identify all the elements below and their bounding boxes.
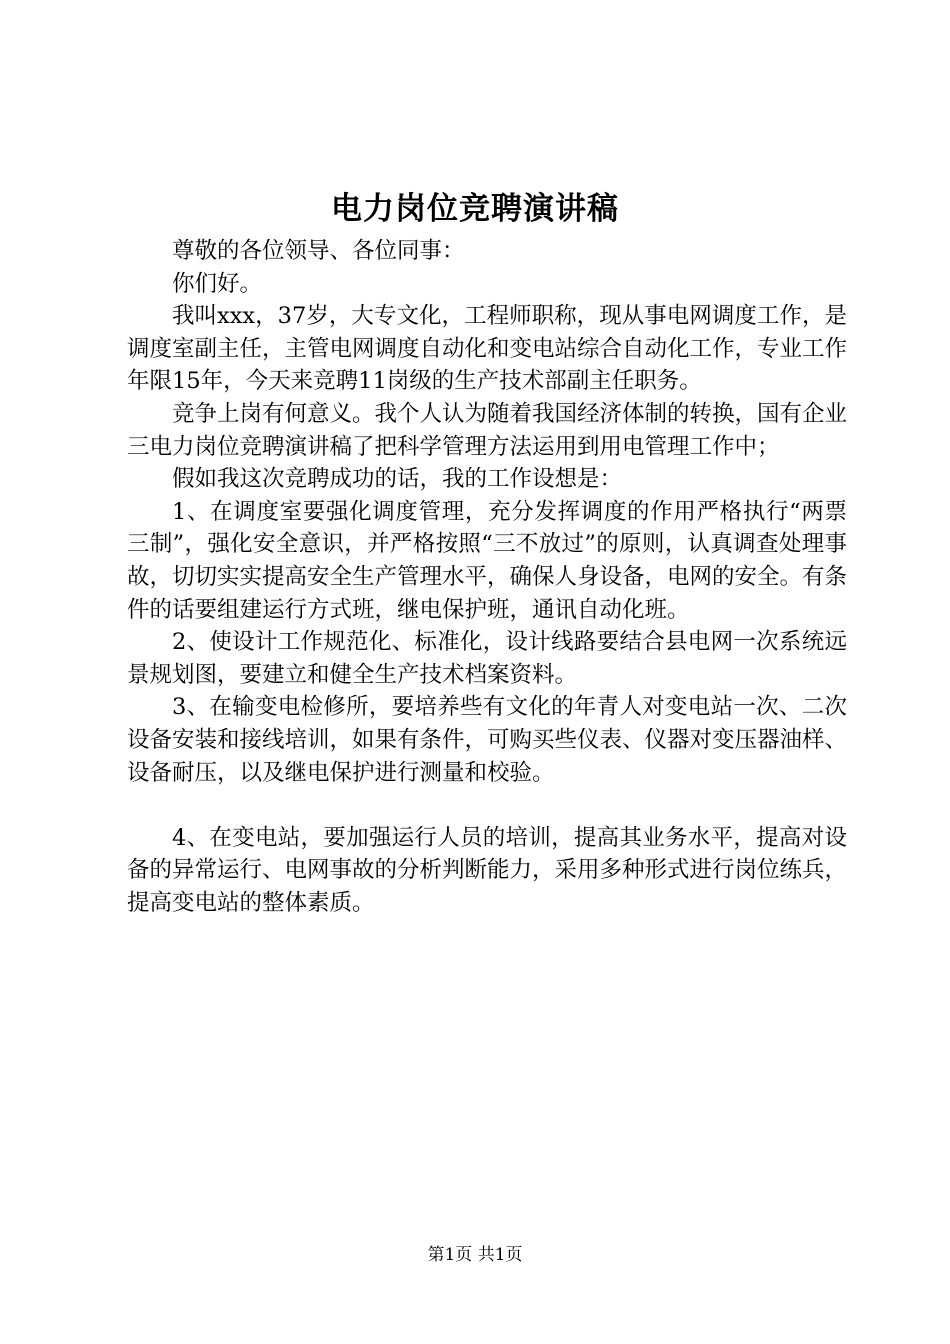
- paragraph-plan-item-3: 3、在输变电检修所，要培养些有文化的年青人对变电站一次、二次设备安装和接线培训，如果有条件，可购买些仪表、仪器对变压器油样、设备耐压，以及继电保护进行测量和校验。: [127, 694, 848, 786]
- paragraph-significance: 竞争上岗有何意义。我个人认为随着我国经济体制的转换，国有企业三电力岗位竞聘演讲稿了把科学管理方法运用到用电管理工作中；: [127, 400, 848, 460]
- paragraph-greeting: 你们好。: [172, 270, 263, 297]
- paragraph-plan-item-1: 1、在调度室要强化调度管理，充分发挥调度的作用严格执行“两票三制”，强化安全意识，并严格按照“三不放过”的原则，认真调查处理事故，切切实实提高安全生产管理水平，确保人身设备，电网的安全。有条件的话要组建运行方式班，继电保护班，通讯自动化班。: [127, 498, 848, 623]
- document-body: [127, 235, 847, 919]
- document-title: 电力岗位竞聘演讲稿: [331, 191, 619, 227]
- paragraph-salutation: 尊敬的各位领导、各位同事：: [172, 238, 465, 264]
- paragraph-plan-item-4: 4、在变电站，要加强运行人员的培训，提高其业务水平，提高对设备的异常运行、电网事故的分析判断能力，采用多种形式进行岗位练兵，提高变电站的整体素质。: [127, 824, 848, 916]
- page-footer: 第1页 共1页: [427, 1245, 523, 1265]
- paragraph-spacer: [127, 789, 847, 822]
- paragraph-introduction: 我叫xxx，37岁，大专文化，工程师职称，现从事电网调度工作，是调度室副主任，主管电网调度自动化和变电站综合自动化工作，专业工作年限15年，今天来竞聘11岗级的生产技术部副主任职务。: [127, 303, 848, 395]
- paragraph-plan-intro: 假如我这次竞聘成功的话，我的工作设想是：: [172, 466, 623, 493]
- paragraph-plan-item-2: 2、使设计工作规范化、标准化，设计线路要结合县电网一次系统远景规划图，要建立和健全生产技术档案资料。: [127, 629, 847, 688]
